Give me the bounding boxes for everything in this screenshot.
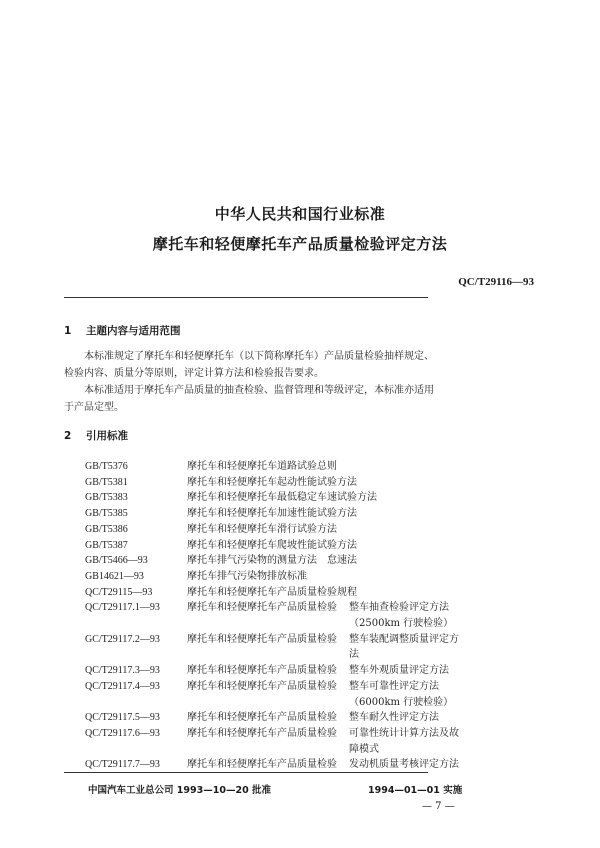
reference-title: 摩托车和轻便摩托车产品质量检验 — [187, 680, 337, 692]
reference-title: 摩托车和轻便摩托车产品质量检验 — [187, 665, 337, 677]
implementation-date: 1994—01—01 实施 — [368, 785, 463, 796]
reference-title: 摩托车和轻便摩托车产品质量检验 — [187, 727, 337, 739]
reference-code: QC/T29117.7—93 — [85, 759, 160, 771]
page-number: — 7 — — [422, 801, 455, 812]
reference-code: QC/T29117.3—93 — [85, 665, 160, 677]
footer-divider — [64, 772, 428, 773]
reference-code: QC/T29117.6—93 — [85, 727, 160, 739]
reference-row — [85, 490, 467, 506]
reference-title: 摩托车和轻便摩托车最低稳定车速试验方法 — [187, 492, 377, 504]
reference-code: QC/T29117.1—93 — [85, 602, 160, 614]
reference-subtitle: 整车外观质量评定方法 — [349, 665, 449, 677]
section-number: 1 — [64, 325, 72, 337]
reference-code: GB/T5466—93 — [85, 555, 148, 567]
reference-title: 摩托车和轻便摩托车爬坡性能试验方法 — [187, 539, 357, 551]
reference-row — [85, 506, 467, 522]
reference-subtitle: 整车抽查检验评定方法（2500km 行驶检验） — [349, 602, 454, 630]
reference-title: 摩托车排气污染物排放标准 — [187, 570, 307, 582]
section-number: 2 — [64, 430, 72, 442]
reference-title: 摩托车和轻便摩托车道路试验总则 — [187, 461, 337, 472]
section-title: 引用标准 — [86, 430, 128, 442]
reference-row — [85, 632, 467, 663]
reference-code: QC/T29117.4—93 — [85, 680, 160, 692]
reference-title: 摩托车和轻便摩托车产品质量检验 — [187, 633, 337, 645]
reference-subtitle: 可靠性统计计算方法及故障模式 — [349, 727, 459, 755]
reference-code: GC/T29117.2—93 — [85, 633, 160, 645]
reference-title: 摩托车和轻便摩托车产品质量检验 — [187, 759, 337, 771]
reference-row — [85, 710, 467, 726]
section-1-body — [64, 348, 434, 416]
document-title: 摩托车和轻便摩托车产品质量检验评定方法 — [152, 235, 448, 253]
reference-row — [85, 569, 467, 585]
reference-subtitle: 整车耐久性评定方法 — [349, 712, 439, 724]
approval-line: 中国汽车工业总公司 1993—10—20 批准 — [88, 785, 271, 796]
reference-row — [85, 679, 467, 710]
reference-title: 摩托车和轻便摩托车产品质量检验 — [187, 602, 337, 614]
reference-row — [85, 553, 467, 569]
reference-subtitle: 发动机质量考核评定方法 — [349, 759, 459, 771]
reference-code: GB/T5383 — [85, 492, 128, 504]
section-title: 主题内容与适用范围 — [86, 325, 181, 337]
reference-code: GB/T5387 — [85, 539, 128, 551]
reference-code: GB/T5376 — [85, 461, 128, 472]
standard-code: QC/T29116—93 — [458, 276, 534, 288]
reference-code: QC/T29117.5—93 — [85, 712, 160, 724]
industry-standard-heading: 中华人民共和国行业标准 — [214, 205, 386, 223]
reference-row — [85, 522, 467, 538]
reference-code: QC/T29115—93 — [85, 586, 153, 598]
reference-subtitle: 整车可靠性评定方法（6000km 行驶检验） — [349, 680, 454, 708]
header-divider — [64, 297, 428, 298]
section-2-heading — [64, 428, 128, 443]
reference-code: GB14621—93 — [85, 570, 144, 582]
paragraph: 本标准规定了摩托车和轻便摩托车（以下简称摩托车）产品质量检验抽样规定、检验内容、质量分等原则，评定计算方法和检验报告要求。 — [64, 351, 434, 379]
reference-subtitle: 整车装配调整质量评定方法 — [349, 633, 459, 661]
reference-row — [85, 475, 467, 491]
reference-title: 摩托车和轻便摩托车起动性能试验方法 — [187, 476, 357, 488]
reference-row — [85, 726, 467, 757]
reference-code: GB/T5385 — [85, 508, 128, 520]
reference-row — [85, 600, 467, 631]
reference-code: GB/T5386 — [85, 523, 128, 535]
reference-code: GB/T5381 — [85, 476, 128, 488]
reference-title: 摩托车排气污染物的测量方法 怠速法 — [187, 555, 357, 567]
section-1-heading — [64, 323, 181, 338]
reference-title: 摩托车和轻便摩托车滑行试验方法 — [187, 523, 337, 535]
references-list — [85, 459, 467, 773]
reference-row — [85, 538, 467, 554]
reference-row — [85, 757, 467, 773]
reference-row — [85, 585, 467, 601]
reference-row — [85, 663, 467, 679]
reference-title: 摩托车和轻便摩托车产品质量检验 — [187, 712, 337, 724]
reference-title: 摩托车和轻便摩托车加速性能试验方法 — [187, 508, 357, 520]
reference-row — [85, 459, 467, 475]
reference-title: 摩托车和轻便摩托车产品质量检验规程 — [187, 586, 357, 598]
paragraph: 本标准适用于摩托车产品质量的抽查检验、监督管理和等级评定，本标准亦适用于产品定型。 — [64, 385, 434, 413]
